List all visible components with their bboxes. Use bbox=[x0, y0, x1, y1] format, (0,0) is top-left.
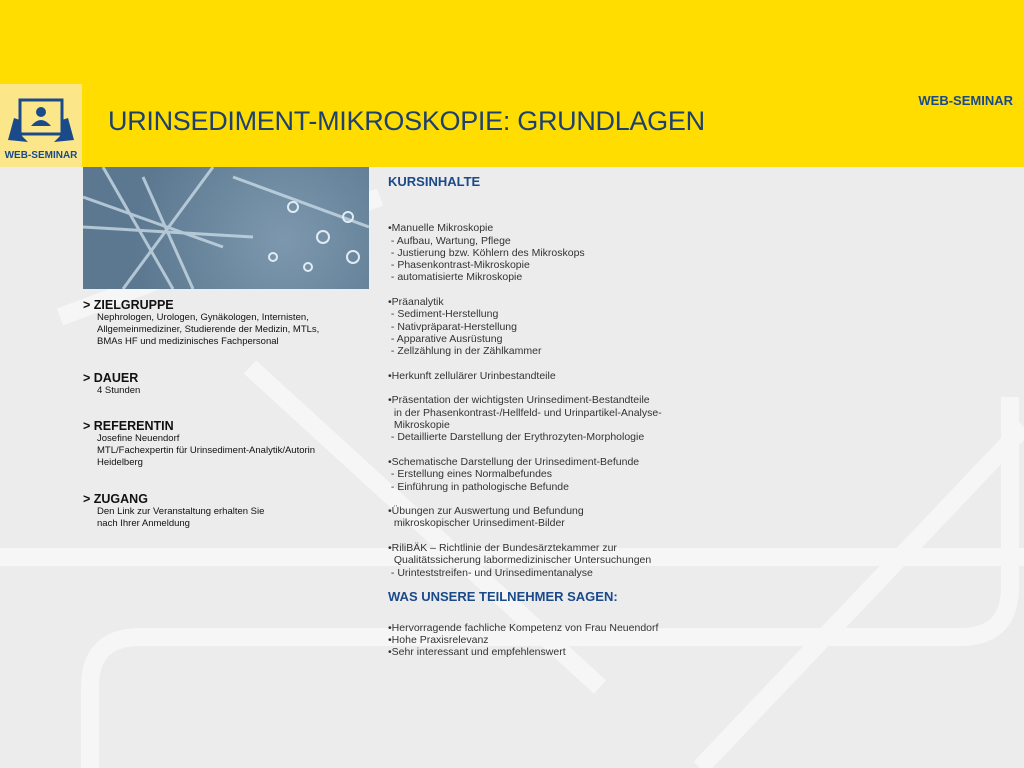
logo bbox=[0, 84, 82, 167]
section-heading: > REFERENTIN bbox=[83, 419, 174, 433]
kursinhalte-heading: KURSINHALTE bbox=[388, 174, 481, 189]
microscopy-image bbox=[83, 167, 369, 289]
text-line: Den Link zur Veranstaltung erhalten Sie bbox=[97, 506, 265, 517]
testimonial-item: •Sehr interessant und empfehlenswert bbox=[388, 646, 566, 659]
course-topic bbox=[388, 456, 708, 493]
text-line: MTL/Fachexpertin für Urinsediment-Analytik/Autorin bbox=[97, 445, 316, 456]
section-zielgruppe bbox=[83, 298, 319, 348]
text-line: - Urinteststreifen- und Urinsedimentanalyse bbox=[388, 566, 593, 579]
text-line: - Erstellung eines Normalbefundes bbox=[388, 468, 553, 481]
text-line: - Detaillierte Darstellung der Erythrozyten-Morphologie bbox=[388, 431, 645, 444]
text-line: BMAs HF und medizinisches Fachpersonal bbox=[97, 336, 279, 347]
course-topic bbox=[388, 505, 708, 530]
text-line: - Einführung in pathologische Befunde bbox=[388, 480, 569, 493]
text-line: •Übungen zur Auswertung und Befundung bbox=[388, 505, 584, 518]
testimonial-item: •Hervorragende fachliche Kompetenz von Frau Neuendorf bbox=[388, 621, 659, 634]
header-bar bbox=[0, 0, 1024, 167]
text-line: - Phasenkontrast-Mikroskopie bbox=[388, 259, 530, 272]
text-line: - Nativpräparat-Herstellung bbox=[388, 320, 517, 333]
course-topic bbox=[388, 394, 708, 443]
course-topic bbox=[388, 222, 708, 283]
section-heading: > ZUGANG bbox=[83, 492, 148, 506]
testimonial-item: •Hohe Praxisrelevanz bbox=[388, 633, 489, 646]
text-line: •Herkunft zellulärer Urinbestandteile bbox=[388, 369, 556, 382]
page-title: URINSEDIMENT-MIKROSKOPIE: GRUNDLAGEN bbox=[108, 106, 705, 136]
text-line: - Zellzählung in der Zählkammer bbox=[388, 345, 542, 358]
text-line: Josefine Neuendorf bbox=[97, 433, 180, 444]
text-line: nach Ihrer Anmeldung bbox=[97, 518, 190, 529]
section-dauer bbox=[83, 371, 140, 397]
text-line: - Justierung bzw. Köhlern des Mikroskops bbox=[388, 246, 585, 259]
text-line: Qualitätssicherung labormedizinischer Untersuchungen bbox=[388, 554, 652, 567]
course-topic bbox=[388, 296, 708, 357]
text-line: - automatisierte Mikroskopie bbox=[388, 271, 523, 284]
text-line: •Präanalytik bbox=[388, 296, 444, 309]
text-line: •Manuelle Mikroskopie bbox=[388, 222, 494, 235]
text-line: Allgemeinmediziner, Studierende der Medizin, MTLs, bbox=[97, 324, 320, 335]
testimonials-heading: WAS UNSERE TEILNEHMER SAGEN: bbox=[388, 589, 618, 605]
text-line: •Präsentation der wichtigsten Urinsediment-Bestandteile bbox=[388, 394, 650, 407]
section-heading: > DAUER bbox=[83, 371, 139, 385]
web-seminar-tag: WEB-SEMINAR bbox=[918, 93, 1013, 108]
text-line: - Apparative Ausrüstung bbox=[388, 332, 503, 345]
course-topic bbox=[388, 542, 708, 579]
text-line: •Schematische Darstellung der Urinsediment-Befunde bbox=[388, 455, 640, 468]
text-line: in der Phasenkontrast-/Hellfeld- und Urinpartikel-Analyse- bbox=[388, 406, 662, 419]
text-line: mikroskopischer Urinsediment-Bilder bbox=[388, 517, 565, 530]
section-referentin bbox=[83, 419, 315, 469]
text-line: Mikroskopie bbox=[388, 419, 450, 432]
text-line: Heidelberg bbox=[97, 457, 143, 468]
section-heading: > ZIELGRUPPE bbox=[83, 298, 174, 312]
tablet-presenter-icon bbox=[6, 96, 76, 146]
text-line: •RiliBÄK – Richtlinie der Bundesärztekammer zur bbox=[388, 542, 617, 555]
text-line: Nephrologen, Urologen, Gynäkologen, Internisten, bbox=[97, 312, 309, 323]
text-line: - Sediment-Herstellung bbox=[388, 308, 499, 321]
kursinhalte-section bbox=[388, 176, 708, 658]
logo-label: WEB-SEMINAR bbox=[4, 150, 78, 161]
course-topic bbox=[388, 370, 708, 382]
section-zugang bbox=[83, 492, 264, 530]
text-line: 4 Stunden bbox=[97, 385, 141, 396]
text-line: - Aufbau, Wartung, Pflege bbox=[388, 234, 511, 247]
